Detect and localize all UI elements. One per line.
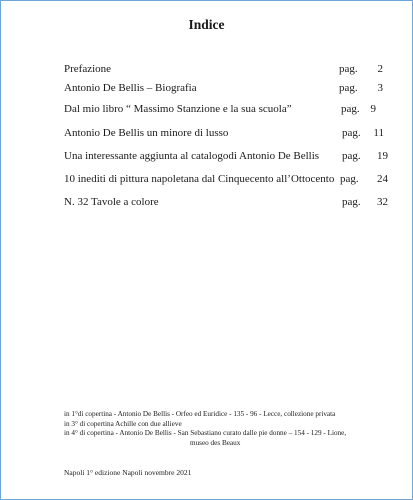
toc-entry-pag-label: pag. (342, 150, 361, 162)
toc-entry-pag-label: pag. (341, 103, 360, 115)
toc-entry-page-number: 9 (370, 103, 376, 115)
toc-entry-pag-label: pag. (342, 127, 361, 139)
toc-entry-aggiunta-catalogo (64, 148, 388, 164)
toc-entry-title: Antonio De Bellis – Biografia (64, 82, 197, 94)
toc-entry-title: N. 32 Tavole a colore (64, 196, 159, 208)
toc-entry-title: Antonio De Bellis un minore di lusso (64, 127, 229, 139)
edition-note: Napoli 1° edizione Napoli novembre 2021 (64, 468, 192, 477)
toc-entry-pag-label: pag. (339, 82, 358, 94)
toc-entry-tavole (64, 194, 388, 210)
toc-entry-page-number: 19 (377, 150, 388, 162)
toc-entry-title: 10 inediti di pittura napoletana dal Cinquecento all’Ottocento (64, 173, 335, 185)
toc-entry-pag-label: pag. (342, 196, 361, 208)
toc-entry-page-number: 2 (377, 63, 383, 75)
toc-entry-biografia (64, 80, 382, 96)
toc-entry-page-number: 11 (373, 127, 384, 139)
toc-entry-inediti (64, 171, 388, 187)
credit-line-back-cover-continued: museo des Beaux (190, 438, 241, 447)
toc-entry-prefazione (64, 61, 382, 77)
toc-entry-page-number: 32 (377, 196, 388, 208)
toc-entry-page-number: 3 (377, 82, 383, 94)
page-title: Indice (188, 17, 225, 32)
toc-entry-title: Dal mio libro “ Massimo Stanzione e la sua scuola” (64, 103, 292, 115)
toc-entry-page-number: 24 (377, 173, 388, 185)
credit-line-third-cover: in 3° di copertina Achille con due allieve (64, 419, 182, 428)
toc-entry-title: Prefazione (64, 63, 112, 75)
toc-entry-pag-label: pag. (339, 63, 358, 75)
cover-credits (64, 410, 346, 448)
credit-line-front-cover: in 1°di copertina - Antonio De Bellis - Orfeo ed Euridice - 135 - 96 - Lecce, collezione privata (64, 410, 336, 418)
toc-entry-pag-label: pag. (340, 173, 359, 185)
toc-entry-minore-di-lusso (64, 125, 382, 141)
toc-entry-title: Una interessante aggiunta al catalogodi Antonio De Bellis (64, 150, 320, 162)
toc-entry-stanzione (64, 101, 382, 117)
credit-line-back-cover: in 4° di copertina - Antonio De Bellis - San Sebastiano curato dalle pie donne – 154 - 129 - Lione, (64, 429, 347, 438)
